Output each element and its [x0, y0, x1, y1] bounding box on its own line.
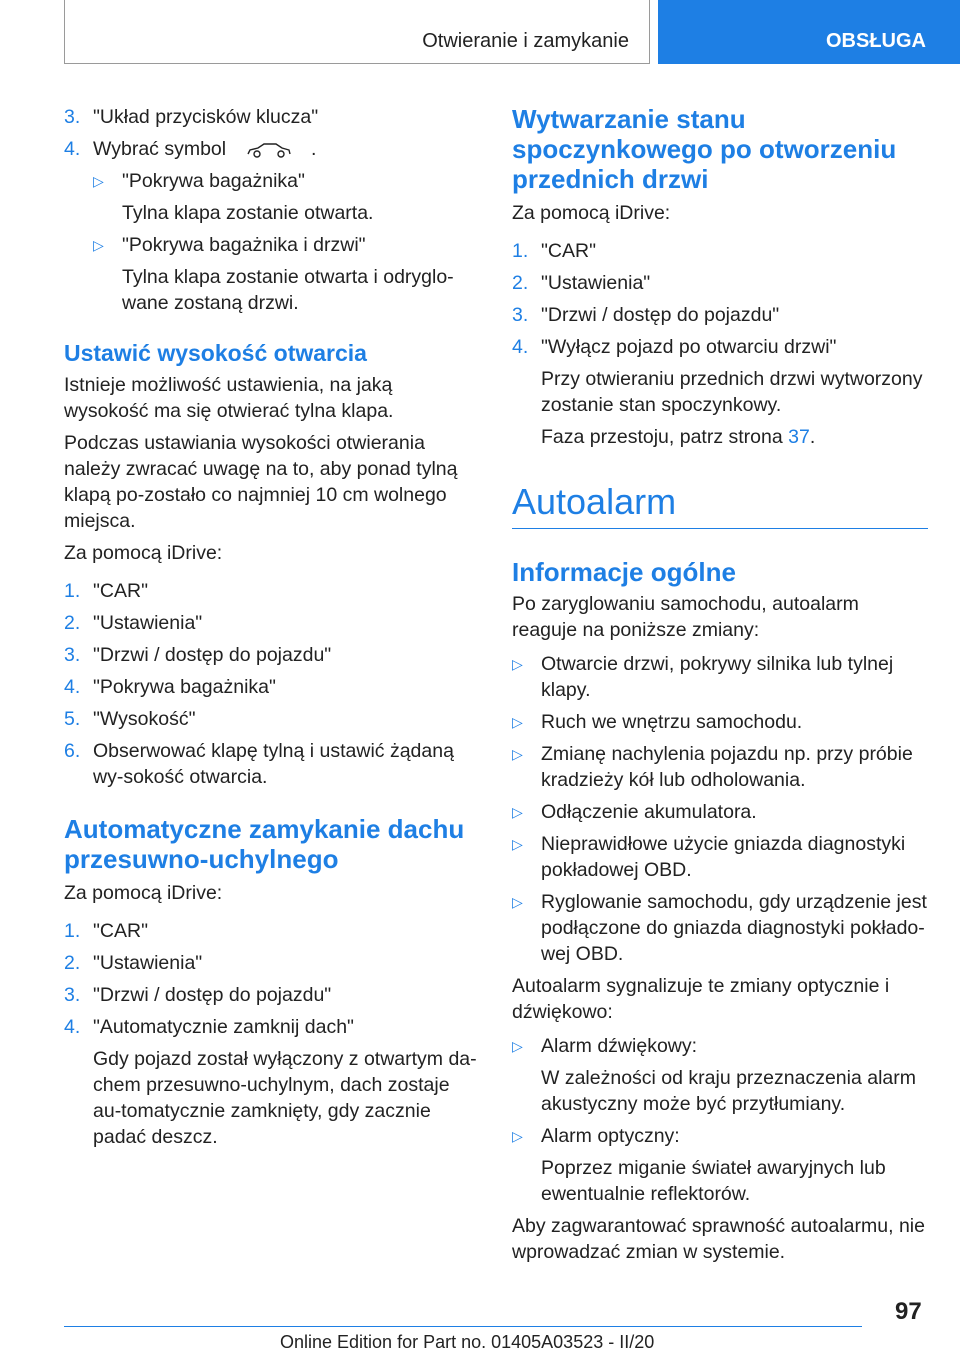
step-number: 3.	[64, 106, 81, 128]
bullet-list	[512, 651, 928, 967]
paragraph: Poprzez miganie świateł awaryjnych lub ewentualnie reflektorów.	[541, 1157, 886, 1205]
step-number: 3.	[512, 304, 529, 326]
triangle-right-icon: ▷	[512, 894, 523, 910]
list-item	[512, 889, 928, 967]
list-item	[512, 1033, 928, 1059]
step-number: 1.	[64, 920, 81, 942]
list-item	[64, 950, 479, 976]
right-column	[512, 104, 928, 1265]
header-title: Otwieranie i zamykanie	[422, 30, 629, 52]
paragraph: Aby zagwarantować sprawność autoalarmu, nie wprowadzać zmian w systemie.	[512, 1215, 925, 1263]
step-text: "Drzwi / dostęp do pojazdu"	[93, 644, 332, 666]
step-number: 2.	[512, 272, 529, 294]
list-item	[64, 232, 479, 258]
paragraph: Istnieje możliwość ustawienia, na jaką wysokość ma się otwierać tylna klapa.	[64, 374, 394, 422]
step-number: 4.	[512, 336, 529, 358]
triangle-right-icon: ▷	[512, 714, 523, 730]
step-text: "Układ przycisków klucza"	[93, 106, 319, 128]
list-item	[64, 168, 479, 194]
list-item	[512, 334, 928, 360]
paragraph: Gdy pojazd został wyłączony z otwartym da-chem przesuwno-uchylnym, dach zostaje au-tomatycznie zamknięty, gdy zacznie padać deszcz.	[93, 1048, 477, 1148]
paragraph: Podczas ustawiania wysokości otwierania należy zwracać uwagę na to, aby ponad tylną klapą po-zostało co najmniej 10 cm wolnego miejsca.	[64, 432, 458, 532]
steps-list	[64, 918, 479, 1040]
step-number: 4.	[64, 138, 81, 160]
step-number: 1.	[512, 240, 529, 262]
list-item	[64, 136, 479, 162]
list-item	[64, 982, 479, 1008]
step-text: "Drzwi / dostęp do pojazdu"	[541, 304, 780, 326]
section-tab[interactable]	[658, 0, 960, 64]
chapter-title	[512, 482, 928, 529]
list-item	[64, 1014, 479, 1040]
triangle-right-icon: ▷	[512, 1128, 523, 1144]
list-item	[64, 738, 479, 790]
list-item	[512, 238, 928, 264]
note-text: Faza przestoju, patrz strona	[541, 426, 783, 448]
page-number: 97	[895, 1298, 922, 1325]
list-item	[64, 642, 479, 668]
bullet-text: Ryglowanie samochodu, gdy urządzenie jest podłączone do gniazda diagnostyki pokłado-wej OBD.	[541, 891, 927, 965]
step-number: 2.	[64, 612, 81, 634]
option-label: "Pokrywa bagażnika i drzwi"	[122, 234, 366, 256]
header-bar	[64, 0, 650, 64]
bullet-text: Alarm dźwiękowy:	[541, 1035, 698, 1057]
option-label: "Pokrywa bagażnika"	[122, 170, 305, 192]
step-number: 5.	[64, 708, 81, 730]
list-item	[64, 578, 479, 604]
step-text: "Ustawienia"	[541, 272, 651, 294]
option-desc: Tylna klapa zostanie otwarta i odryglo-wane zostaną drzwi.	[122, 266, 454, 314]
steps-list	[512, 238, 928, 360]
triangle-right-icon: ▷	[512, 656, 523, 672]
list-item	[512, 709, 928, 735]
bullet-text: Nieprawidłowe użycie gniazda diagnostyki pokładowej OBD.	[541, 833, 906, 881]
note-text-end: .	[809, 426, 816, 448]
step-number: 3.	[64, 644, 81, 666]
bullet-text: Odłączenie akumulatora.	[541, 801, 757, 823]
page-link[interactable]: 37	[788, 426, 810, 448]
list-item	[64, 918, 479, 944]
bullet-text: Zmianę nachylenia pojazdu np. przy próbie kradzieży kół lub odholowania.	[541, 743, 913, 791]
left-column	[64, 104, 479, 1150]
step-number: 4.	[64, 676, 81, 698]
paragraph: Za pomocą iDrive:	[64, 882, 223, 904]
paragraph: Za pomocą iDrive:	[64, 542, 223, 564]
paragraph: Po zaryglowaniu samochodu, autoalarm reaguje na poniższe zmiany:	[512, 593, 859, 641]
paragraph: W zależności od kraju przeznaczenia alarm akustyczny może być przytłumiany.	[541, 1067, 916, 1115]
step-text: "Pokrywa bagażnika"	[93, 676, 276, 698]
list-item	[512, 651, 928, 703]
section-heading: Ustawić wysokość otwarcia	[64, 340, 367, 366]
step-number: 2.	[64, 952, 81, 974]
section-heading: Wytwarzanie stanu spoczynkowego po otworzeniu przednich drzwi	[512, 104, 897, 194]
car-icon	[246, 142, 292, 158]
step-text: "Wyłącz pojazd po otwarciu drzwi"	[541, 336, 837, 358]
step-text: "Drzwi / dostęp do pojazdu"	[93, 984, 332, 1006]
footer-divider	[64, 1326, 862, 1327]
triangle-right-icon: ▷	[512, 1038, 523, 1054]
section-heading: Automatyczne zamykanie dachu przesuwno-uchylnego	[64, 814, 465, 874]
step-text: "Automatycznie zamknij dach"	[93, 1016, 354, 1038]
list-item	[64, 706, 479, 732]
step-number: 3.	[64, 984, 81, 1006]
section-tab-label: OBSŁUGA	[826, 30, 926, 52]
list-item	[512, 741, 928, 793]
list-item	[512, 302, 928, 328]
list-item	[64, 674, 479, 700]
option-desc: Tylna klapa zostanie otwarta.	[122, 202, 374, 224]
footer-edition: Online Edition for Part no. 01405A03523 - II/20	[280, 1332, 655, 1352]
bullet-text: Otwarcie drzwi, pokrywy silnika lub tylnej klapy.	[541, 653, 894, 701]
paragraph: Przy otwieraniu przednich drzwi wytworzony zostanie stan spoczynkowy.	[541, 368, 923, 416]
list-item	[512, 799, 928, 825]
list-item	[512, 270, 928, 296]
step-text: "CAR"	[93, 580, 149, 602]
bullet-text: Alarm optyczny:	[541, 1125, 680, 1147]
step-number: 1.	[64, 580, 81, 602]
triangle-right-icon: ▷	[93, 173, 104, 189]
step-text-end: .	[310, 138, 317, 160]
triangle-right-icon: ▷	[512, 746, 523, 762]
step-text: "Ustawienia"	[93, 952, 203, 974]
section-heading: Informacje ogólne	[512, 557, 736, 587]
triangle-right-icon: ▷	[512, 804, 523, 820]
step-number: 6.	[64, 740, 81, 762]
list-item	[512, 831, 928, 883]
list-item	[64, 104, 479, 130]
triangle-right-icon: ▷	[93, 237, 104, 253]
list-item	[512, 1123, 928, 1149]
step-text: "CAR"	[93, 920, 149, 942]
paragraph: Autoalarm sygnalizuje te zmiany optycznie i dźwiękowo:	[512, 975, 890, 1023]
list-item	[64, 610, 479, 636]
triangle-right-icon: ▷	[512, 836, 523, 852]
steps-list	[64, 578, 479, 790]
step-text: "CAR"	[541, 240, 597, 262]
step-text: "Ustawienia"	[93, 612, 203, 634]
paragraph	[512, 424, 928, 450]
paragraph: Za pomocą iDrive:	[512, 202, 671, 224]
step-number: 4.	[64, 1016, 81, 1038]
chapter-heading: Autoalarm	[512, 481, 677, 522]
step-text: "Wysokość"	[93, 708, 196, 730]
step-text: Wybrać symbol	[93, 138, 227, 160]
bullet-text: Ruch we wnętrzu samochodu.	[541, 711, 803, 733]
step-text: Obserwować klapę tylną i ustawić żądaną wy-sokość otwarcia.	[93, 740, 454, 788]
